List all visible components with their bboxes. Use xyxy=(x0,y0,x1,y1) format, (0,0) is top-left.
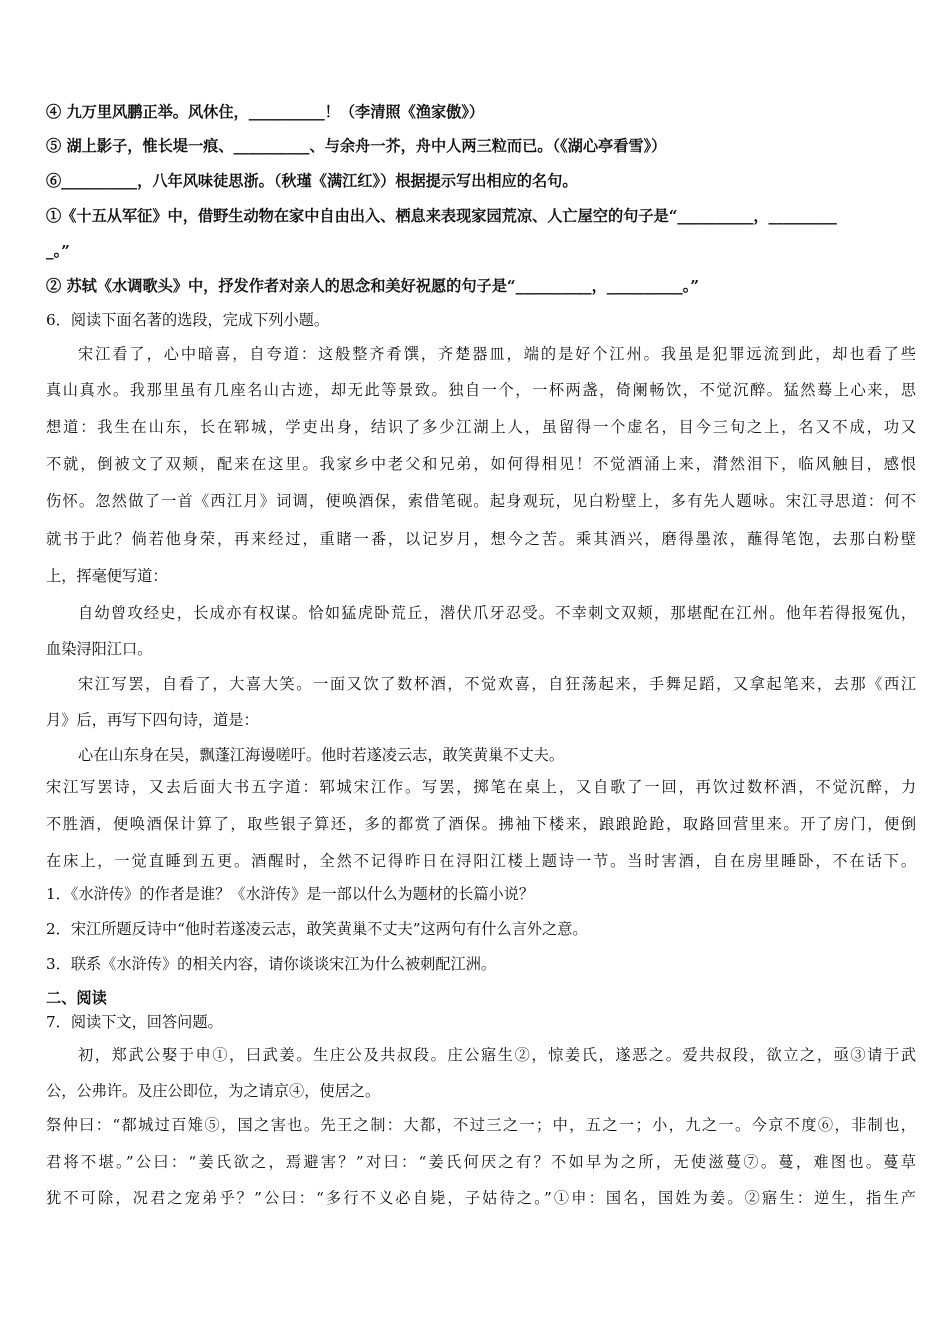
passage-line: 初，郑武公娶于申①，曰武姜。生庄公及共叔段。庄公寤生②，惊姜氏，遂恶之。爱共叔段，欲立之，亟③请于武 xyxy=(78,1046,916,1064)
sub-question-3: 3．联系《水浒传》的相关内容，请你谈谈宋江为什么被刺配江洲。 xyxy=(46,955,497,973)
passage-line: 想道：我生在山东，长在郓城，学吏出身，结识了多少江湖上人，虽留得一个虚名，目今三旬之上，名又不成，功又 xyxy=(46,418,916,436)
fill-blank-item-4: ④ 九万里风鹏正举。风休住，__________！（李清照《渔家傲》） xyxy=(46,103,485,121)
fill-blank-item-6: ⑥__________，八年风味徒思浙。（秋瑾《满江红》）根据提示写出相应的名句。 xyxy=(46,172,578,190)
passage-line: 宋江写罢诗，又去后面大书五字道：郓城宋江作。写罢，掷笔在桌上，又自歌了一回，再饮过数杯酒，不觉沉醉，力 xyxy=(46,778,916,796)
passage-line: 宋江看了，心中暗喜，自夸道：这般整齐肴馔，齐楚器皿，端的是好个江州。我虽是犯罪远流到此，却也看了些 xyxy=(78,345,916,363)
passage-line: 伤怀。忽然做了一首《西江月》词调，便唤酒保，索借笔砚。起身观玩，见白粉壁上，多有先人题咏。宋江寻思道：何不 xyxy=(46,492,916,510)
prompt-item-1: ①《十五从军征》中，借野生动物在家中自由出入、栖息来表现家园荒凉、人亡屋空的句子是“__________，_________ xyxy=(46,207,837,225)
passage-line: 公，公弗许。及庄公即位，为之请京④，使居之。 xyxy=(46,1082,381,1100)
poem-line: 血染浔阳江口。 xyxy=(46,640,153,658)
passage-line: 君将不堪。”公曰：“姜氏欲之，焉避害？”对曰：“姜氏何厌之有？不如早为之所，无使滋蔓⑦。蔓，难图也。蔓草 xyxy=(46,1153,916,1171)
passage-line: 上，挥毫便写道： xyxy=(46,567,168,585)
passage-line: 月》后，再写下四句诗，道是： xyxy=(46,711,259,729)
passage-line: 祭仲曰：“都城过百雉⑤，国之害也。先王之制：大都，不过三之一；中，五之一；小，九之一。今京不度⑥，非制也， xyxy=(46,1116,916,1134)
section-title: 二、阅读 xyxy=(46,989,107,1007)
prompt-item-2: ② 苏轼《水调歌头》中，抒发作者对亲人的思念和美好祝愿的句子是“__________，__________。” xyxy=(46,277,700,295)
passage-line: 就书于此？倘若他身荣，再来经过，重睹一番，以记岁月，想今之苦。乘其酒兴，磨得墨浓，蘸得笔饱，去那白粉壁 xyxy=(46,530,916,548)
fill-blank-item-5: ⑤ 湖上影子，惟长堤一痕、__________、与余舟一芥，舟中人两三粒而已。（《湖心亭看雪》） xyxy=(46,137,667,155)
prompt-item-1-cont: _。” xyxy=(46,242,70,260)
passage-line: 真山真水。我那里虽有几座名山古迹，却无此等景致。独自一个，一杯两盏，倚阑畅饮，不觉沉醉。猛然蓦上心来，思 xyxy=(46,381,916,399)
passage-line: 宋江写罢，自看了，大喜大笑。一面又饮了数杯酒，不觉欢喜，自狂荡起来，手舞足蹈，又拿起笔来，去那《西江 xyxy=(78,675,916,693)
passage-line: 犹不可除，况君之宠弟乎？”公曰：“多行不义必自毙，子姑待之。”①申：国名，国姓为姜。②寤生：逆生，指生产 xyxy=(46,1189,916,1207)
sub-question-2: 2．宋江所题反诗中“他时若遂凌云志，敢笑黄巢不丈夫”这两句有什么言外之意。 xyxy=(46,920,588,938)
poem-line: 自幼曾攻经史，长成亦有权谋。恰如猛虎卧荒丘，潜伏爪牙忍受。不幸刺文双颊，那堪配在江州。他年若得报冤仇， xyxy=(78,604,916,622)
question-6-heading: 6．阅读下面名著的选段，完成下列小题。 xyxy=(46,311,330,329)
question-7-heading: 7．阅读下文，回答问题。 xyxy=(46,1013,223,1031)
sub-question-1: 1．《水浒传》的作者是谁？《水浒传》是一部以什么为题材的长篇小说？ xyxy=(46,885,535,903)
poem-line: 心在山东身在吴，飘蓬江海谩嗟吁。他时若遂凌云志，敢笑黄巢不丈夫。 xyxy=(78,746,564,764)
passage-line: 在床上，一觉直睡到五更。酒醒时，全然不记得昨日在浔阳江楼上题诗一节。当时害酒，自在房里睡卧，不在话下。 xyxy=(46,852,916,870)
passage-line: 不胜酒，便唤酒保计算了，取些银子算还，多的都赏了酒保。拂袖下楼来，踉踉跄跄，取路回营里来。开了房门，便倒 xyxy=(46,815,916,833)
passage-line: 不就，倒被文了双颊，配来在这里。我家乡中老父和兄弟，如何得相见！不觉酒涌上来，潸然泪下，临风触目，感恨 xyxy=(46,455,916,473)
